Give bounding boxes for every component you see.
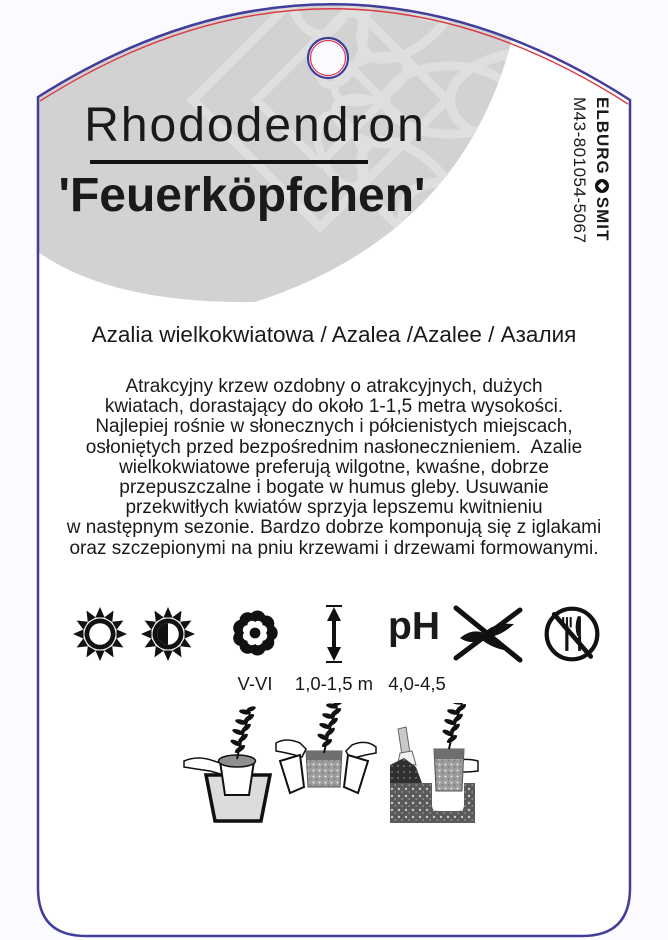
flower-icon — [226, 604, 284, 662]
title-divider — [90, 160, 368, 164]
description-line: w następnym sezonie. Bardzo dobrze komponują się z iglakami — [66, 517, 602, 539]
height-range-label: 1,0-1,5 m — [294, 673, 374, 694]
genus-title: Rhododendron — [84, 99, 426, 152]
flowering-months-label: V-VI — [237, 673, 273, 694]
full-sun-icon — [72, 606, 128, 662]
planting-instructions — [180, 703, 480, 833]
description-line: przekwitłych kwiatów sprzyja lepszemu kwitnieniu — [125, 497, 543, 519]
ph-range-label: 4,0-4,5 — [388, 673, 446, 694]
half-sun-icon — [140, 606, 196, 662]
side-branding — [570, 97, 612, 243]
description-line: Atrakcyjny krzew ozdobny o atrakcyjnych, dużych — [125, 376, 543, 397]
hang-hole — [308, 38, 348, 78]
plant-in-ground-illustration — [390, 703, 478, 823]
description-line: osłoniętych przed bezpośrednim nasłonecznieniem. Azalie — [85, 436, 583, 458]
side-code: M43-801054-5067 — [570, 97, 589, 244]
description-line: przepuszczalne i bogate w humus gleby. Usuwanie — [119, 477, 549, 499]
no-pruning-shears-icon — [450, 602, 526, 666]
not-edible-icon — [542, 604, 602, 664]
description-line: wielkokwiatowe preferują wilgotne, kwaśne, dobrze — [119, 456, 549, 478]
common-names: Azalia wielkokwiatowa / Azalea /Azalee / Азалия — [91, 322, 577, 347]
height-arrow-icon — [322, 604, 346, 664]
brand-right: SMIT — [593, 196, 612, 242]
brand-name — [593, 97, 612, 243]
description-paragraph — [48, 377, 620, 559]
cultivar-title: 'Feuerköpfchen' — [58, 169, 426, 222]
remove-pot-illustration — [276, 703, 376, 793]
description-line: kwiatach, dorastający do około 1-1,5 metra wysokości. — [104, 396, 564, 418]
soak-plant-illustration — [184, 705, 270, 821]
ph-indicator: pH — [388, 605, 440, 648]
description-line: oraz szczepionymi na pniu krzewami i drzewami formowanymi. — [69, 537, 599, 559]
brand-logo-dot-icon — [595, 179, 609, 193]
description-line: Najlepiej rośnie w słonecznych i półcienistych miejscach, — [95, 416, 573, 438]
brand-left: ELBURG — [593, 97, 612, 175]
